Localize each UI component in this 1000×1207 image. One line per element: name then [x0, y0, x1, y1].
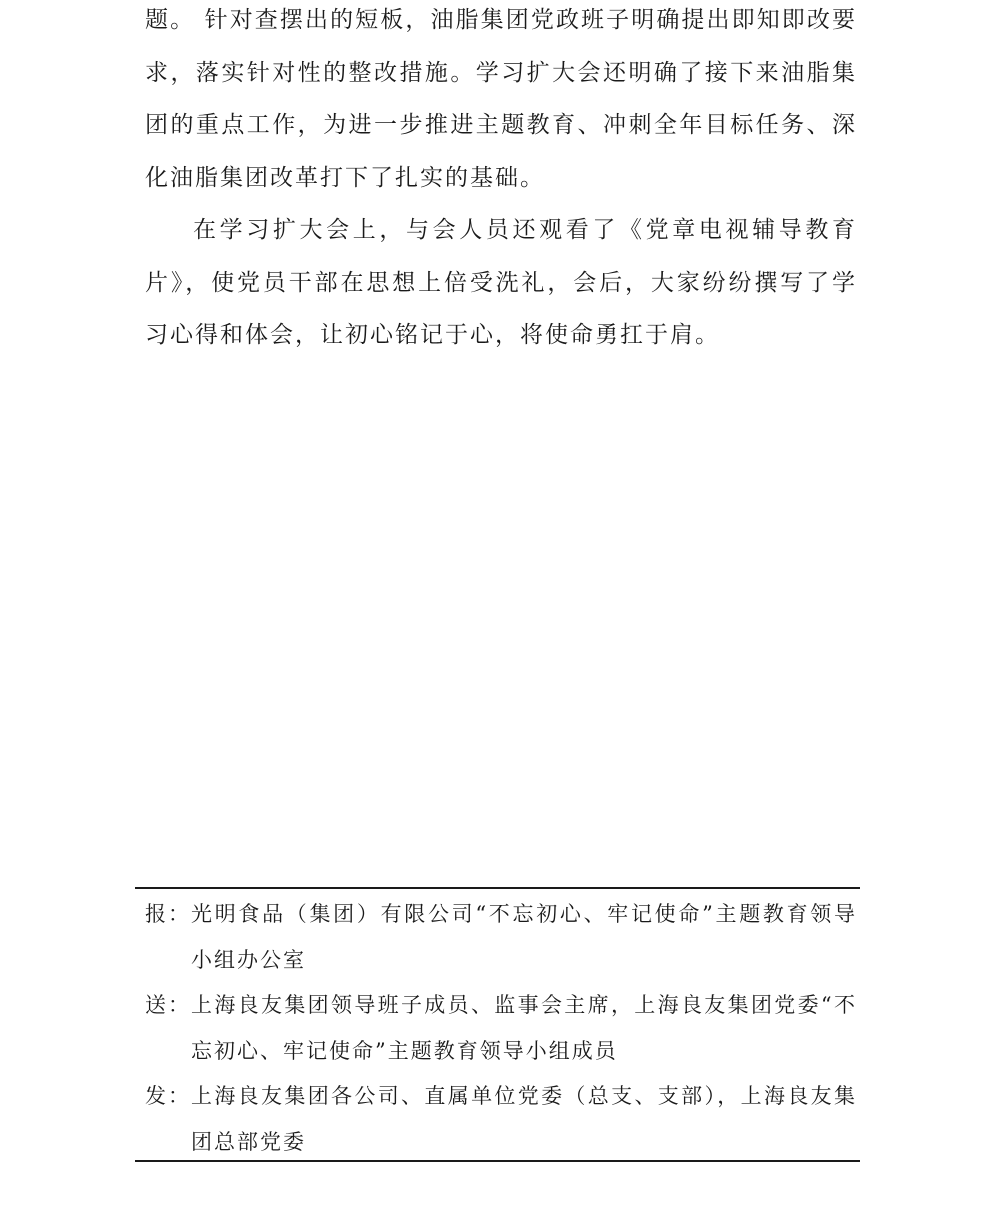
report-label: 报：: [145, 902, 191, 926]
send-label: 送：: [145, 993, 191, 1017]
report-content: 光明食品（集团）有限公司“不忘初心、牢记使命”主题教育领导小组办公室: [191, 902, 857, 972]
distribution-block: [145, 892, 857, 1165]
body-text: [145, 0, 857, 362]
distribution-top-rule: [135, 887, 860, 889]
issue-label: 发：: [145, 1084, 191, 1108]
issue-content: 上海良友集团各公司、直属单位党委（总支、支部），上海良友集团总部党委: [191, 1084, 857, 1154]
distribution-bottom-rule: [135, 1160, 860, 1162]
paragraph-continuation: 题。 针对查摆出的短板，油脂集团党政班子明确提出即知即改要求，落实针对性的整改措施。学习扩大会还明确了接下来油脂集团的重点工作，为进一步推进主题教育、冲刺全年目标任务、深化油脂集团改革打下了扎实的基础。: [145, 7, 857, 191]
distribution-row-send: [145, 983, 857, 1074]
distribution-row-issue: [145, 1074, 857, 1165]
distribution-row-report: [145, 892, 857, 983]
send-content: 上海良友集团领导班子成员、监事会主席，上海良友集团党委“不忘初心、牢记使命”主题教育领导小组成员: [191, 993, 857, 1063]
paragraph-study-meeting: 在学习扩大会上，与会人员还观看了《党章电视辅导教育片》，使党员干部在思想上倍受洗礼，会后，大家纷纷撰写了学习心得和体会，让初心铭记于心，将使命勇扛于肩。: [145, 217, 857, 348]
